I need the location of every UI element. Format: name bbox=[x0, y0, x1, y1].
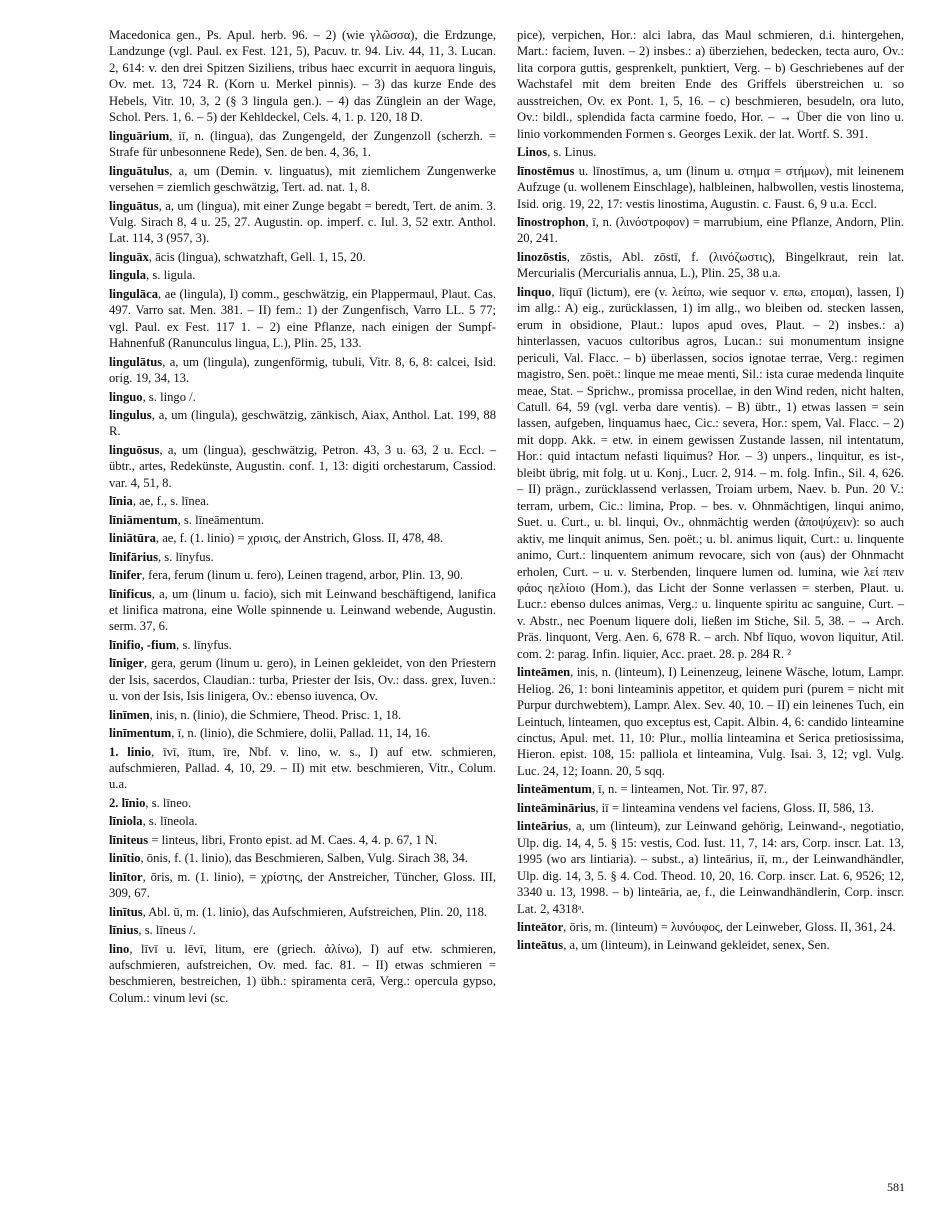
entry-headword: linteārius bbox=[517, 819, 569, 834]
dictionary-entry bbox=[109, 637, 496, 653]
dictionary-entry bbox=[109, 389, 496, 405]
entry-text: , s. līneola. bbox=[142, 814, 198, 829]
entry-headword: linguāx bbox=[109, 249, 149, 264]
entry-text: , a, um (lingua), mit einer Zunge begabt = beredt, Tert. de anim. 3. Vulg. Sirach 8, 4 u. 25, 27. Augustin. op. imperf. c. Iul. 3, 52 extr. Anthol. Lat. 114, 3 (957, 3). bbox=[109, 198, 496, 246]
entry-text: , a, um (Demin. v. linguatus), mit ziemlichem Zungenwerke versehen = ziemlich geschwätzig, Tert. ad. nat. 1, 8. bbox=[109, 163, 496, 195]
dictionary-entry bbox=[109, 407, 496, 440]
entry-headword: 2. līnio bbox=[109, 795, 146, 810]
dictionary-entry bbox=[109, 941, 496, 1007]
entry-headword: līniteus bbox=[109, 832, 149, 847]
entry-headword: līniāmentum bbox=[109, 512, 178, 527]
entry-headword: linītus bbox=[109, 904, 143, 919]
entry-text: , s. ligula. bbox=[146, 268, 196, 283]
entry-headword: linquo bbox=[517, 284, 552, 299]
dictionary-entry bbox=[109, 707, 496, 723]
dictionary-entry bbox=[517, 781, 904, 797]
dictionary-entry bbox=[109, 198, 496, 247]
entry-headword: līnostēmus bbox=[517, 163, 575, 178]
dictionary-entry bbox=[109, 549, 496, 565]
dictionary-entry bbox=[109, 725, 496, 741]
dictionary-entry bbox=[517, 163, 904, 212]
entry-text: , zōstis, Abl. zōstī, f. (λινόζωστις), Bingelkraut, rein lat. Mercurialis (Mercurialis annua, L.), Plin. 25, 38 u.a. bbox=[517, 249, 904, 281]
entry-text: , īvī, ītum, īre, Nbf. v. lino, w. s., I) auf etw. schmieren, aufschmieren, Pallad. 4, 10, 29. – II) mit etw. beschmieren, Vitr., Colum. u.a. bbox=[109, 744, 496, 792]
dictionary-entry bbox=[109, 655, 496, 704]
dictionary-entry bbox=[517, 284, 904, 662]
entry-text: , līquī (lictum), ere (v. λείπω, wie sequor v. επω, επομαι), lassen, I) im allg.: A) eig., zurücklassen, 1) im allg., wo bleiben od. stecken lassen, erum in obsidione, Plaut.: lupos apud oves, Plaut. – 2) insbes.: a) hinterlassen, vacuos cultoribus agros, Lucan.: sui monumentum insigne periculi, Val. Flacc. – b) überlassen, socios ignotae terrae, Verg.: regimen magistro, Sen. poët.: linque me meae menti, Sil.: ista curae medenda linquite meae, Stat. – Sprichw., promissa procellae, in den Wind reden, nicht halten, Catull. 64, 59 (vgl. verba dare ventis). – B) übtr., 1) etwas lassen = sein lassen, aufgeben, linquamus haec, Cic.: severa, Hor.: spem, Val. Flacc. – 2) mit dopp. Akk. = etw. in einem gewissen Zustande lassen, nil intentatum, Hor.: quid intactum nefasti liquimus? Hor. – 3) unpers., linquitur, es ist-, bleibt übrig, mit folg. ut u. Konj., Lucr. 2, 914. – m. folg. Infin., Sil. 4, 626. – II) prägn., zurücklassend verlassen, Troiam urbem, Naev. b. Pun. 20 V.: terram, urbem, Cic.: limina, Prop. – bes. v. Ohnmächtigen, linqui animo, Suet. u. Curt., u. bl. linqui, Ov., ohnmächtig werden (ἀποψύχειν): so auch aktiv, me linquit animus, Sen. poët.; u. bl. animus liquit, Curt.: u. linquente animo, Curt.: linquentem animum revocare, sich von (aus) der Ohnmacht erholen, Curt. – u. v. Sterbenden, linquere lumen od. lumina, wie λεί πειν φάος ηελίοιο (Hom.), das Licht der Sonne verlassen = sterben, Plaut. u. Lucr.: ebenso dulces animas, Verg.: u. linquente spiritu ac sanguine, Curt. – v. Abstr., nec Poenum liquere doli, ließen im Stiche, Sil. 5, 38. – → Arch. Präs. linquont, Verg. Aen. 6, 678 R. – arch. Nbf līquo, wovon liquitur, Atil. com. 2: parag. Infin. liquier, Acc. praet. 28. p. 284 R. ² bbox=[517, 284, 904, 661]
entry-text: , s. līnyfus. bbox=[176, 637, 232, 652]
entry-headword: linguōsus bbox=[109, 442, 160, 457]
entry-headword: linozōstis bbox=[517, 249, 567, 264]
dictionary-entry bbox=[109, 869, 496, 902]
dictionary-entry bbox=[109, 832, 496, 848]
entry-headword: linteātor bbox=[517, 920, 564, 935]
entry-text: , ācis (lingua), schwatzhaft, Gell. 1, 15, 20. bbox=[148, 249, 366, 264]
entry-text: , gera, gerum (linum u. gero), in Leinen gekleidet, von den Priestern der Isis, sacerdos, Claudian.: turba, Priester der Isis, Ov.: dass. grex, Iuven.: u. von der Isis, Isis linigera, Ov.: ebenso iuvenca, Ov. bbox=[109, 656, 496, 704]
entry-headword: linītio bbox=[109, 851, 141, 866]
entry-text: , līvī u. lēvī, litum, ere (griech. ἀλίνω), I) auf etw. schmieren, aufschmieren, aufstreichen, Ov. med. fac. 81. – II) etwas schmieren = beschmieren, bestreichen, 1) übh.: spiramenta cerā, Verg.: opercula gypso, Colum.: vinum levi (sc. bbox=[109, 941, 496, 1005]
dictionary-entry bbox=[109, 530, 496, 546]
entry-text: , ōnis, f. (1. linio), das Beschmieren, Salben, Vulg. Sirach 38, 34. bbox=[140, 851, 468, 866]
entry-headword: līnostrophon bbox=[517, 214, 586, 229]
entry-headword: lingulus bbox=[109, 407, 152, 422]
entry-text: , fera, ferum (linum u. fero), Leinen tragend, arbor, Plin. 13, 90. bbox=[141, 568, 464, 583]
entry-headword: līnifer bbox=[109, 568, 142, 583]
dictionary-entry bbox=[109, 442, 496, 491]
entry-headword: līnia bbox=[109, 494, 133, 509]
entry-text: , s. līneāmentum. bbox=[177, 512, 264, 527]
entry-headword: linguo bbox=[109, 389, 143, 404]
dictionary-entry bbox=[109, 128, 496, 161]
entry-headword: linguātus bbox=[109, 198, 159, 213]
entry-headword: liniātūra bbox=[109, 531, 156, 546]
entry-text: , a, um (linteum), in Leinwand gekleidet, senex, Sen. bbox=[563, 938, 830, 953]
entry-text: , s. līnyfus. bbox=[158, 549, 214, 564]
dictionary-entry bbox=[517, 919, 904, 935]
entry-headword: lingulātus bbox=[109, 354, 163, 369]
entry-text: , ī, n. (linio), die Schmiere, dolii, Pallad. 11, 14, 16. bbox=[171, 726, 431, 741]
entry-headword: līnius bbox=[109, 923, 139, 938]
entry-text: , s. līneus /. bbox=[138, 923, 196, 938]
entry-headword: līniger bbox=[109, 656, 144, 671]
entry-text: , ī, n. (λινόστροφον) = marrubium, eine Pflanze, Andorn, Plin. 20, 241. bbox=[517, 214, 904, 246]
dictionary-entry bbox=[517, 249, 904, 282]
dictionary-entry bbox=[109, 163, 496, 196]
entry-headword: Linos bbox=[517, 145, 548, 160]
entry-text: , ae (lingula), I) comm., geschwätzig, ein Plappermaul, Plaut. Cas. 497. Varro sat. Men. 381. – II) fem.: 1) der Zungenfisch, Varro LL. 5 77; vgl. Paul. ex Fest. 117 1. – 2) eine Pflanze, nach einigen der Sumpf-Hahnenfuß (Ranunculus lingua, L.), Plin. 25, 133. bbox=[109, 286, 496, 351]
entry-text: , Abl. ū, m. (1. linio), das Aufschmieren, Aufstreichen, Plin. 20, 118. bbox=[142, 904, 488, 919]
dictionary-entry bbox=[517, 818, 904, 917]
dictionary-entry bbox=[517, 144, 904, 160]
entry-headword: linguātulus bbox=[109, 163, 170, 178]
dictionary-entry bbox=[109, 586, 496, 635]
entry-text: , ae, f., s. līnea. bbox=[132, 494, 210, 509]
entry-headword: lingulāca bbox=[109, 286, 158, 301]
entry-text: , s. līneo. bbox=[145, 795, 192, 810]
dictionary-entry bbox=[109, 567, 496, 583]
page-number: 581 bbox=[887, 1180, 905, 1194]
entry-text: , s. lingo /. bbox=[142, 389, 196, 404]
entry-headword: līnifio, -fium bbox=[109, 637, 177, 652]
entry-headword: līnificus bbox=[109, 586, 152, 601]
dictionary-entry bbox=[517, 937, 904, 953]
dictionary-entry bbox=[109, 286, 496, 352]
entry-text: , iī = linteamina vendens vel faciens, Gloss. II, 586, 13. bbox=[595, 800, 874, 815]
entry-headword: lino bbox=[109, 941, 130, 956]
dictionary-entry bbox=[109, 27, 496, 126]
entry-headword: linīmentum bbox=[109, 726, 172, 741]
entry-text: = linteus, libri, Fronto epist. ad M. Caes. 4, 4. p. 67, 1 N. bbox=[148, 832, 438, 847]
entry-headword: līniola bbox=[109, 814, 143, 829]
entry-text: , inis, n. (linteum), I) Leinenzeug, leinene Wäsche, lotum, Lampr. Heliog. 26, 1: boni linteaminis appetitor, et quidem puri (purem = nicht mit Purpur durchwebtem), Lampr. Alex. Sev. 40, 10. – II) ein leinenes Tuch, ein Leintuch, linteamen, quo exceptus est, Capit. Albin. 4, 6: candido linteamine cinctus, Apul. met. 11, 10: Plur., mollia linteamina et Serica pretiosissima, Hieron. epist. 108, 15: palliola et linteamina, Vulg. Isai. 3, 12; vgl. Vulg. Luc. 24, 12; Ioann. 20, 5 sqq. bbox=[517, 665, 904, 778]
entry-text: , inis, n. (linio), die Schmiere, Theod. Prisc. 1, 18. bbox=[149, 707, 402, 722]
dictionary-entry bbox=[109, 813, 496, 829]
entry-text: , a, um (linteum), zur Leinwand gehörig, Leinwand-, negotiatio, Ulp. dig. 14, 4, 5. § 15: vestis, Cod. Iust. 11, 7, 14: ars, Corp. inscr. Lat. 13, 1995 (wo ars lintiaria). – subst., a) linteārius, iī, m., der Leinwandhändler, Ulp. dig. 14, 3, 5. § 4. Cod. Theod. 10, 20, 16. Corp. inscr. Lat. 6, 9526; 12, 3340 u. 13, 1998. – b) linteāria, ae, f., die Leinwandhändlerin, Corp. inscr. Lat. 2, 4318ᵃ. bbox=[517, 819, 904, 916]
entry-headword: linītor bbox=[109, 869, 143, 884]
entry-headword: linteāminārius bbox=[517, 800, 596, 815]
dictionary-entry bbox=[109, 354, 496, 387]
entry-text: pice), verpichen, Hor.: alci labra, das Maul schmieren, d.i. hintergehen, Mart.: faciem, Iuven. – 2) insbes.: a) überziehen, bedecken, tecta auro, Ov.: lita corpora guttis, gesprenkelt, punktiert, Verg. – b) Geschriebenes auf der Wachstafel mit dem breiten Ende des Griffels überstreichen u. so ausstreichen, Ov. ex Pont. 1, 5, 16. – c) beschmieren, besudeln, ora luto, Ov.: bildl., splendida facta carmine foedo, Hor. – → Über die von lino u. linio vorkommenden Formen s. Georges Lexik. der lat. Wortf. S. 391. bbox=[517, 28, 904, 141]
entry-text: , iī, n. (lingua), das Zungengeld, der Zungenzoll (scherzh. = Strafe für unbesonnene Rede), Sen. de ben. 4, 36, 1. bbox=[109, 128, 496, 160]
entry-text: , a, um (linum u. facio), sich mit Leinwand beschäftigend, lanifica et linifica matrona, eine Wolle spinnende u. Leinwand webende, Augustin. serm. 37, 6. bbox=[109, 586, 496, 634]
dictionary-entry bbox=[109, 249, 496, 265]
entry-text: , ōris, m. (linteum) = λυνόυφος, der Leinweber, Gloss. II, 361, 24. bbox=[563, 920, 896, 935]
dictionary-entry bbox=[517, 664, 904, 779]
entry-text: , a, um (lingua), geschwätzig, Petron. 43, 3 u. 63, 2 u. Eccl. – übtr., artes, Redekünste, Augustin. conf. 1, 13: digiti orchestarum, Cassiod. var. 4, 51, 8. bbox=[109, 442, 496, 490]
dictionary-entry bbox=[109, 744, 496, 793]
entry-text: , s. Linus. bbox=[547, 145, 597, 160]
entry-text: , ōris, m. (1. linio), = χρίστης, der Anstreicher, Tüncher, Gloss. III, 309, 67. bbox=[109, 869, 496, 901]
entry-headword: 1. linio bbox=[109, 744, 152, 759]
entry-headword: linguārium bbox=[109, 128, 170, 143]
entry-headword: linteātus bbox=[517, 938, 564, 953]
dictionary-entry bbox=[109, 267, 496, 283]
entry-headword: linteāmentum bbox=[517, 782, 592, 797]
entry-text: , a, um (lingula), geschwätzig, zänkisch, Aiax, Anthol. Lat. 199, 88 R. bbox=[109, 407, 496, 439]
dictionary-entry bbox=[109, 922, 496, 938]
dictionary-entry bbox=[109, 512, 496, 528]
entry-headword: linīmen bbox=[109, 707, 150, 722]
entry-text: , ī, n. = linteamen, Not. Tir. 97, 87. bbox=[591, 782, 767, 797]
left-column bbox=[109, 27, 496, 1008]
entry-headword: līnifārius bbox=[109, 549, 158, 564]
dictionary-entry bbox=[109, 795, 496, 811]
dictionary-entry bbox=[517, 800, 904, 816]
dictionary-entry bbox=[517, 214, 904, 247]
entry-headword: lingula bbox=[109, 268, 147, 283]
right-column bbox=[517, 27, 904, 956]
entry-text: u. līnostīmus, a, um (linum u. στημα = στήμων), mit leinenem Aufzuge (u. wollenem Einschlage), halbleinen, halbwollen, vestis linostema, Isid. orig. 19, 22, 17: vestis linostima, Augustin. c. Faust. 6, 9 u.a. Eccl. bbox=[517, 163, 904, 211]
entry-text: , ae, f. (1. linio) = χρισις, der Anstrich, Gloss. II, 478, 48. bbox=[155, 531, 444, 546]
dictionary-entry bbox=[109, 850, 496, 866]
entry-text: Macedonica gen., Ps. Apul. herb. 96. – 2) (wie γλῶσσα), die Erdzunge, Landzunge (vgl. Paul. ex Fest. 121, 5), Pacuv. tr. 94. Liv. 44, 11, 3. Lucan. 2, 614: v. den drei Spitzen Siziliens, tribus haec excurrit in aequora linguis, Ov. met. 13, 724 R. (Korn u. Merkel pinnis). – 3) das kurze Ende des Hebels, Vitr. 10, 3, 2 (§ 3 lingula gen.). – 4) das Zünglein an der Wage, Schol. Pers. 1, 6. – 5) der Kehldeckel, Cels. 4, 1. p. 120, 18 D. bbox=[109, 28, 496, 125]
dictionary-entry bbox=[517, 27, 904, 142]
dictionary-entry bbox=[109, 493, 496, 509]
entry-headword: linteāmen bbox=[517, 665, 571, 680]
dictionary-entry bbox=[109, 904, 496, 920]
entry-text: , a, um (lingula), zungenförmig, tubuli, Vitr. 8, 6, 8: calcei, Isid. orig. 19, 34, 13. bbox=[109, 354, 496, 386]
